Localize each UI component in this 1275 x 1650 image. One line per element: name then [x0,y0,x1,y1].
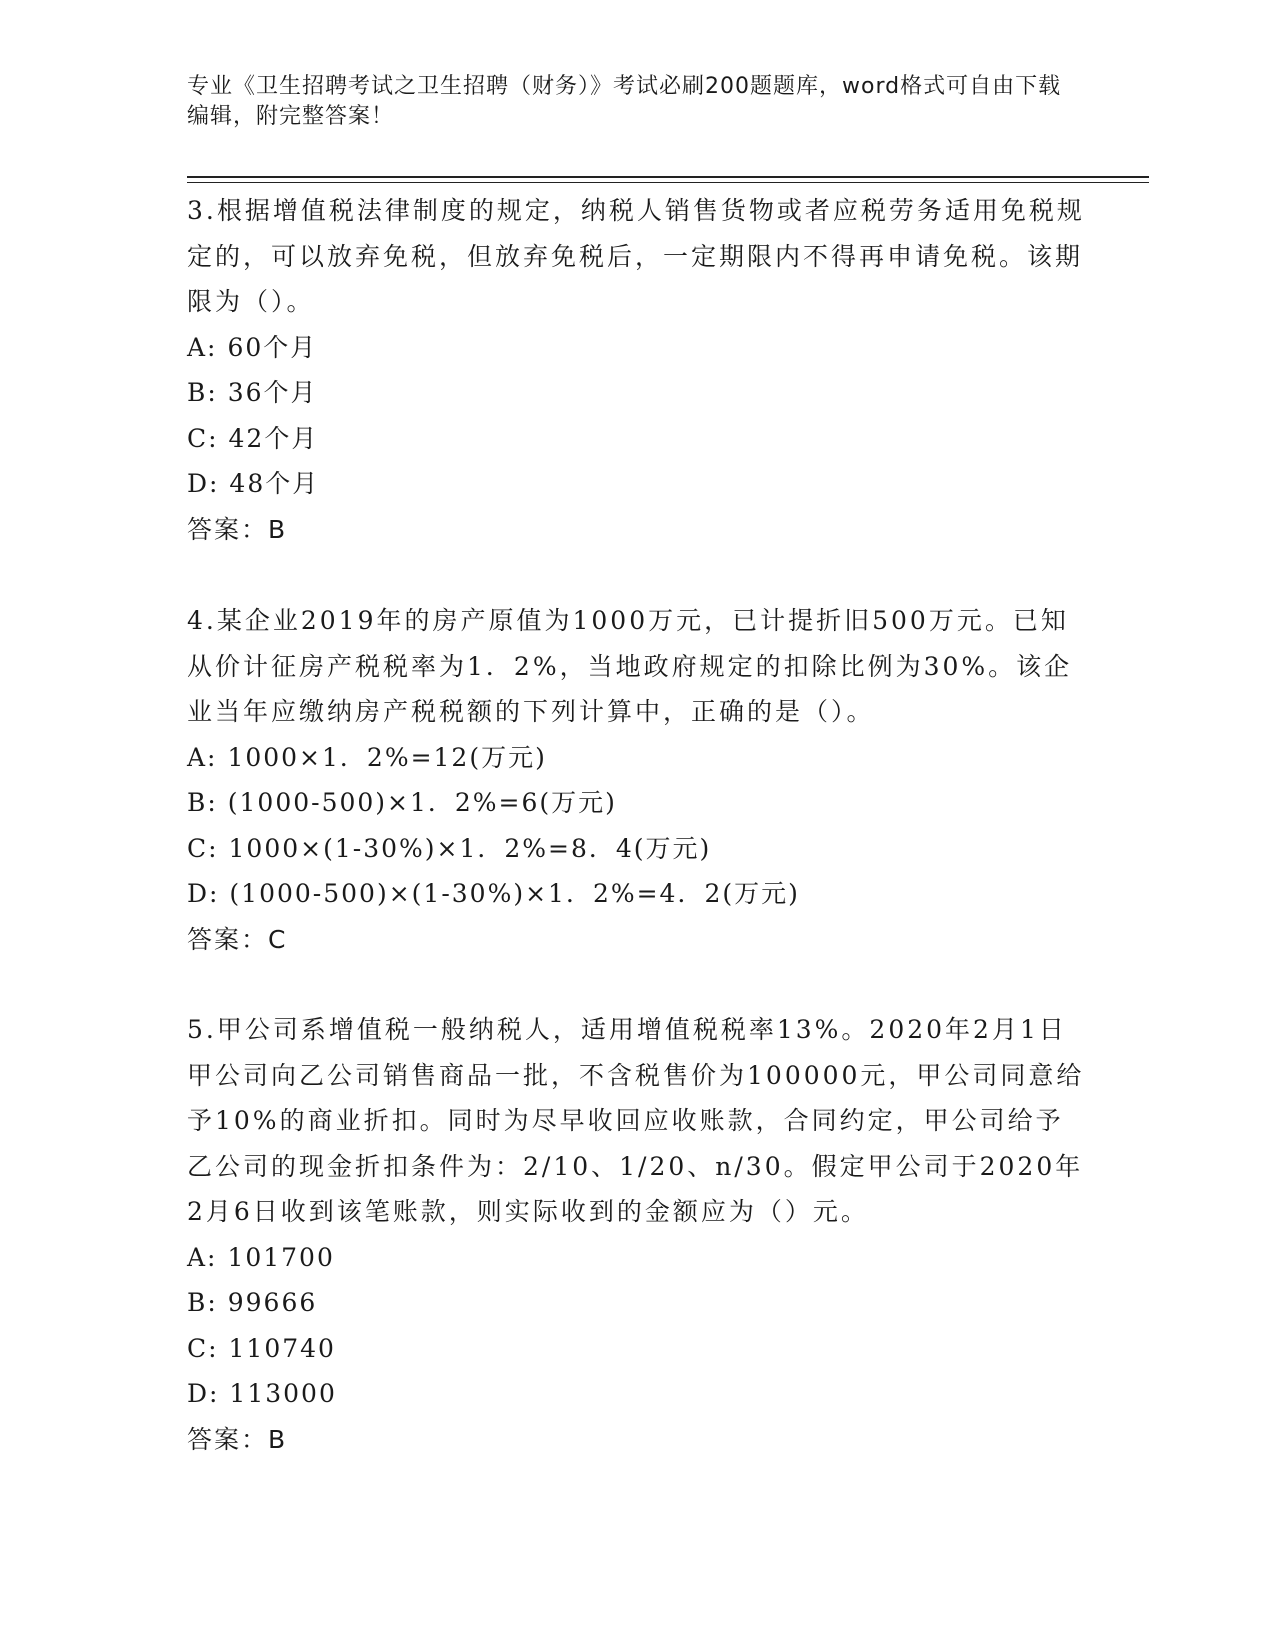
option-text: (1000-500)×(1-30%)×1．2%=4．2(万元) [229,879,800,908]
option-c [187,416,1087,462]
option-letter: A: [187,1242,218,1272]
answer-label: 答案：B [187,514,288,544]
option-b [187,370,1087,416]
answer-label: 答案：B [187,1424,288,1454]
option-c [187,1326,1087,1372]
option-a [187,325,1087,371]
option-text: 1000×(1-30%)×1．2%=8．4(万元) [228,833,712,863]
option-letter: C: [187,833,219,863]
option-letter: D: [187,469,220,498]
header-rule-thick [187,176,1149,178]
option-b [187,1280,1087,1326]
option-letter: B: [187,1288,218,1317]
option-text: 48个月 [229,469,320,498]
option-text: 60个月 [227,332,318,362]
option-d [187,1371,1087,1417]
option-letter: C: [187,1333,219,1363]
option-text: 36个月 [227,378,318,407]
option-b [187,780,1087,826]
question-stem: 5.甲公司系增值税一般纳税人，适用增值税税率13%。2020年2月1日甲公司向乙公司销售商品一批，不含税售价为100000元，甲公司同意给予10%的商业折扣。同时为尽早收回应收账款，合同约定，甲公司给予乙公司的现金折扣条件为：2/10、1/20、n/30。假定甲公司于2020年2月6日收到该笔账款，则实际收到的金额应为（）元。 [187,1015,1085,1226]
document-header: 专业《卫生招聘考试之卫生招聘（财务）》考试必刷200题题库，word格式可自由下载编辑，附完整答案！ [187,74,1062,129]
option-letter: B: [187,788,218,817]
option-letter: B: [187,378,218,407]
option-text: 1000×1．2%=12(万元) [227,742,547,772]
question-3 [187,188,1087,552]
question-stem: 3.根据增值税法律制度的规定，纳税人销售货物或者应税劳务适用免税规定的，可以放弃免税，但放弃免税后，一定期限内不得再申请免税。该期限为（）。 [187,196,1085,316]
option-text: 113000 [229,1379,337,1408]
option-letter: D: [187,879,220,908]
question-stem: 4.某企业2019年的房产原值为1000万元，已计提折旧500万元。已知从价计征房产税税率为1．2%，当地政府规定的扣除比例为30%。该企业当年应缴纳房产税税额的下列计算中，正确的是（）。 [187,606,1073,726]
option-a [187,1235,1087,1281]
option-text: 99666 [227,1288,318,1317]
question-5 [187,1007,1087,1462]
option-letter: A: [187,332,218,362]
option-d [187,461,1087,507]
option-text: 101700 [227,1242,335,1272]
option-text: 42个月 [228,423,319,453]
option-text: 110740 [228,1333,336,1363]
option-c [187,826,1087,872]
option-d [187,871,1087,917]
header-rule-thin [187,182,1149,183]
option-letter: C: [187,423,219,453]
option-a [187,735,1087,781]
question-4 [187,598,1087,962]
option-letter: D: [187,1379,220,1408]
option-letter: A: [187,742,218,772]
option-text: (1000-500)×1．2%=6(万元) [227,788,617,817]
answer-label: 答案：C [187,924,288,954]
